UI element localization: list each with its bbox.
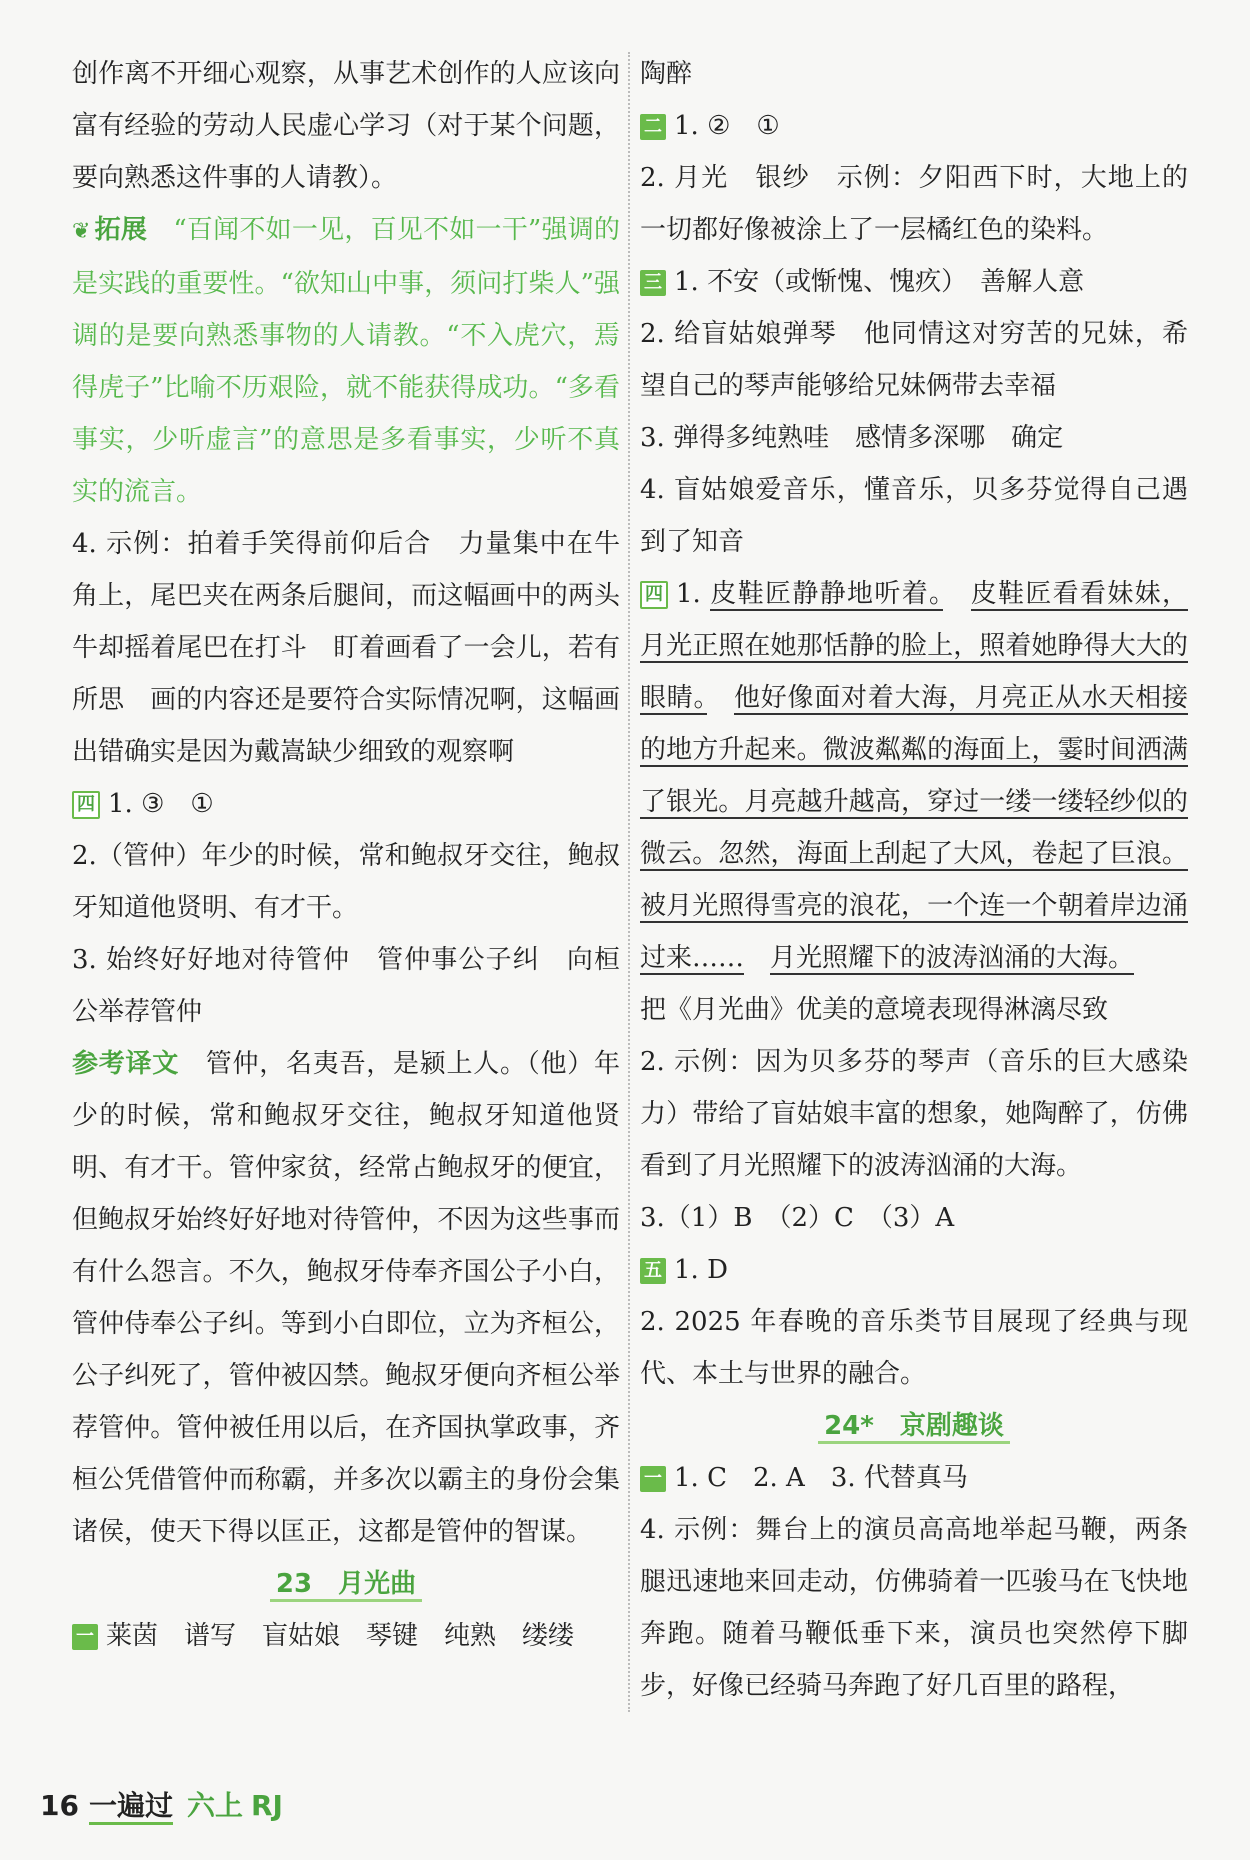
lesson-name: 京剧趣谈 [899, 1411, 1004, 1441]
book-name: 一遍过 [89, 1789, 173, 1825]
section-5-q1 [640, 1244, 1188, 1296]
answer-text: 莱茵 谱写 盲姑娘 琴键 纯熟 缕缕 [106, 1621, 575, 1651]
lesson-24-q4: 4. 示例：舞台上的演员高高地举起马鞭，两条腿迅速地来回走动，仿佛骑着一匹骏马在飞快地奔跑。随着马鞭低垂下来，演员也突然停下脚步，好像已经骑马奔跑了好几百里的路程， [640, 1515, 1188, 1701]
answer-text: 1. 不安（或惭愧、愧疚） 善解人意 [674, 267, 1085, 297]
section-badge: 四 [72, 791, 100, 819]
section-3-q3: 3. 弹得多纯熟哇 感情多深哪 确定 [640, 423, 1064, 453]
underlined-sentence: 皮鞋匠看看妹妹，月光正照在她那恬静的脸上，照着她睁得大大的眼睛。 [640, 579, 1188, 713]
section-badge: 一 [640, 1466, 666, 1492]
lesson-number: 24* [824, 1411, 874, 1441]
answer-paragraph: 创作离不开细心观察，从事艺术创作的人应该向富有经验的劳动人民虚心学习（对于某个问题，要向熟悉这件事的人请教）。 [72, 59, 620, 193]
translation-text: 管仲，名夷吾，是颍上人。（他）年少的时候，常和鲍叔牙交往，鲍叔牙知道他贤明、有才干。管仲家贫，经常占鲍叔牙的便宜，但鲍叔牙始终好好地对待管仲，不因为这些事而有什么怨言。不久，鲍叔牙侍奉齐国公子小白，管仲侍奉公子纠。等到小白即位，立为齐桓公，公子纠死了，管仲被囚禁。鲍叔牙便向齐桓公举荐管仲。管仲被任用以后，在齐国执掌政事，齐桓公凭借管仲而称霸，并多次以霸主的身份会集诸侯，使天下得以匡正，这都是管仲的智谋。 [72, 1049, 620, 1547]
left-column [72, 48, 620, 1860]
question-number: 1. [676, 579, 701, 609]
answer-text: 1. ② ① [674, 111, 780, 141]
section-3-q4: 4. 盲姑娘爱音乐，懂音乐，贝多芬觉得自己遇到了知音 [640, 475, 1188, 557]
section-4-q2: 2. 示例：因为贝多芬的琴声（音乐的巨大感染力）带给了盲姑娘丰富的想象，她陶醉了，仿佛看到了月光照耀下的波涛汹涌的大海。 [640, 1047, 1188, 1181]
section-4-q3: 3.（1）B （2）C （3）A [640, 1203, 955, 1233]
section-2-q1 [640, 100, 1188, 152]
lesson-24-q1 [640, 1452, 1188, 1504]
section-3-q1 [640, 256, 1188, 308]
leaf-icon: ❦ [72, 219, 91, 244]
section-4-q3: 3. 始终好好地对待管仲 管仲事公子纠 向桓公举荐管仲 [72, 945, 620, 1027]
translation-label: 参考译文 [72, 1049, 179, 1079]
section-badge: 五 [640, 1258, 666, 1284]
section-4-conclusion: 把《月光曲》优美的意境表现得淋漓尽致 [640, 995, 1109, 1025]
extension-text: “百闻不如一见，百见不如一干”强调的是实践的重要性。“欲知山中事，须问打柴人”强调的是要向熟悉事物的人请教。“不入虎穴，焉得虎子”比喻不历艰险，就不能获得成功。“多看事实，少听虚言”的意思是多看事实，少听不真实的流言。 [72, 215, 620, 507]
answer-text: 1. ③ ① [108, 789, 214, 819]
section-badge: 三 [640, 270, 666, 296]
extension-label: 拓展 [94, 215, 148, 245]
right-column [640, 48, 1188, 1860]
underlined-sentence: 月光照耀下的波涛汹涌的大海。 [770, 943, 1135, 973]
underlined-sentence: 皮鞋匠静静地听着。 [710, 579, 944, 609]
page-number: 16 [40, 1789, 79, 1822]
answer-text: 1. D [674, 1255, 728, 1285]
answer-item: 4. 示例：拍着手笑得前仰后合 力量集中在牛角上，尾巴夹在两条后腿间，而这幅画中的两头牛却摇着尾巴在打斗 盯着画看了一会儿，若有所思 画的内容还是要符合实际情况啊，这幅画出错确实是因为戴嵩缺少细致的观察啊 [72, 529, 620, 767]
section-4-q1 [72, 778, 620, 830]
section-3-q2: 2. 给盲姑娘弹琴 他同情这对穷苦的兄妹，希望自己的琴声能够给兄妹俩带去幸福 [640, 319, 1188, 401]
column-divider [628, 52, 630, 1712]
section-badge: 四 [640, 581, 668, 609]
extension-block [72, 204, 620, 518]
section-badge: 二 [640, 114, 666, 140]
page-footer [40, 1784, 283, 1824]
lesson-23-words [72, 1610, 620, 1662]
section-4-q1 [640, 568, 1188, 984]
answer-text: 1. C 2. A 3. 代替真马 [674, 1463, 968, 1493]
section-4-q2: 2.（管仲）年少的时候，常和鲍叔牙交往，鲍叔牙知道他贤明、有才干。 [72, 841, 620, 923]
edition-label: RJ [251, 1789, 283, 1822]
section-5-q2: 2. 2025 年春晚的音乐类节目展现了经典与现代、本土与世界的融合。 [640, 1307, 1188, 1389]
section-2-q2: 2. 月光 银纱 示例：夕阳西下时，大地上的一切都好像被涂上了一层橘红色的染料。 [640, 163, 1188, 245]
lesson-number: 23 [275, 1569, 313, 1599]
translation-block [72, 1038, 620, 1558]
lesson-24-title [640, 1400, 1188, 1452]
grade-label: 六上 [186, 1789, 243, 1822]
lesson-name: 月光曲 [338, 1569, 417, 1599]
lesson-23-title [72, 1558, 620, 1610]
answer-text: 陶醉 [640, 59, 693, 89]
section-badge: 一 [72, 1624, 98, 1650]
underlined-sentence: 他好像面对着大海，月亮正从水天相接的地方升起来。微波粼粼的海面上，霎时间洒满了银光。月亮越升越高，穿过一缕一缕轻纱似的微云。忽然，海面上刮起了大风，卷起了巨浪。被月光照得雪亮的浪花，一个连一个朝着岸边涌过来…… [640, 683, 1188, 973]
